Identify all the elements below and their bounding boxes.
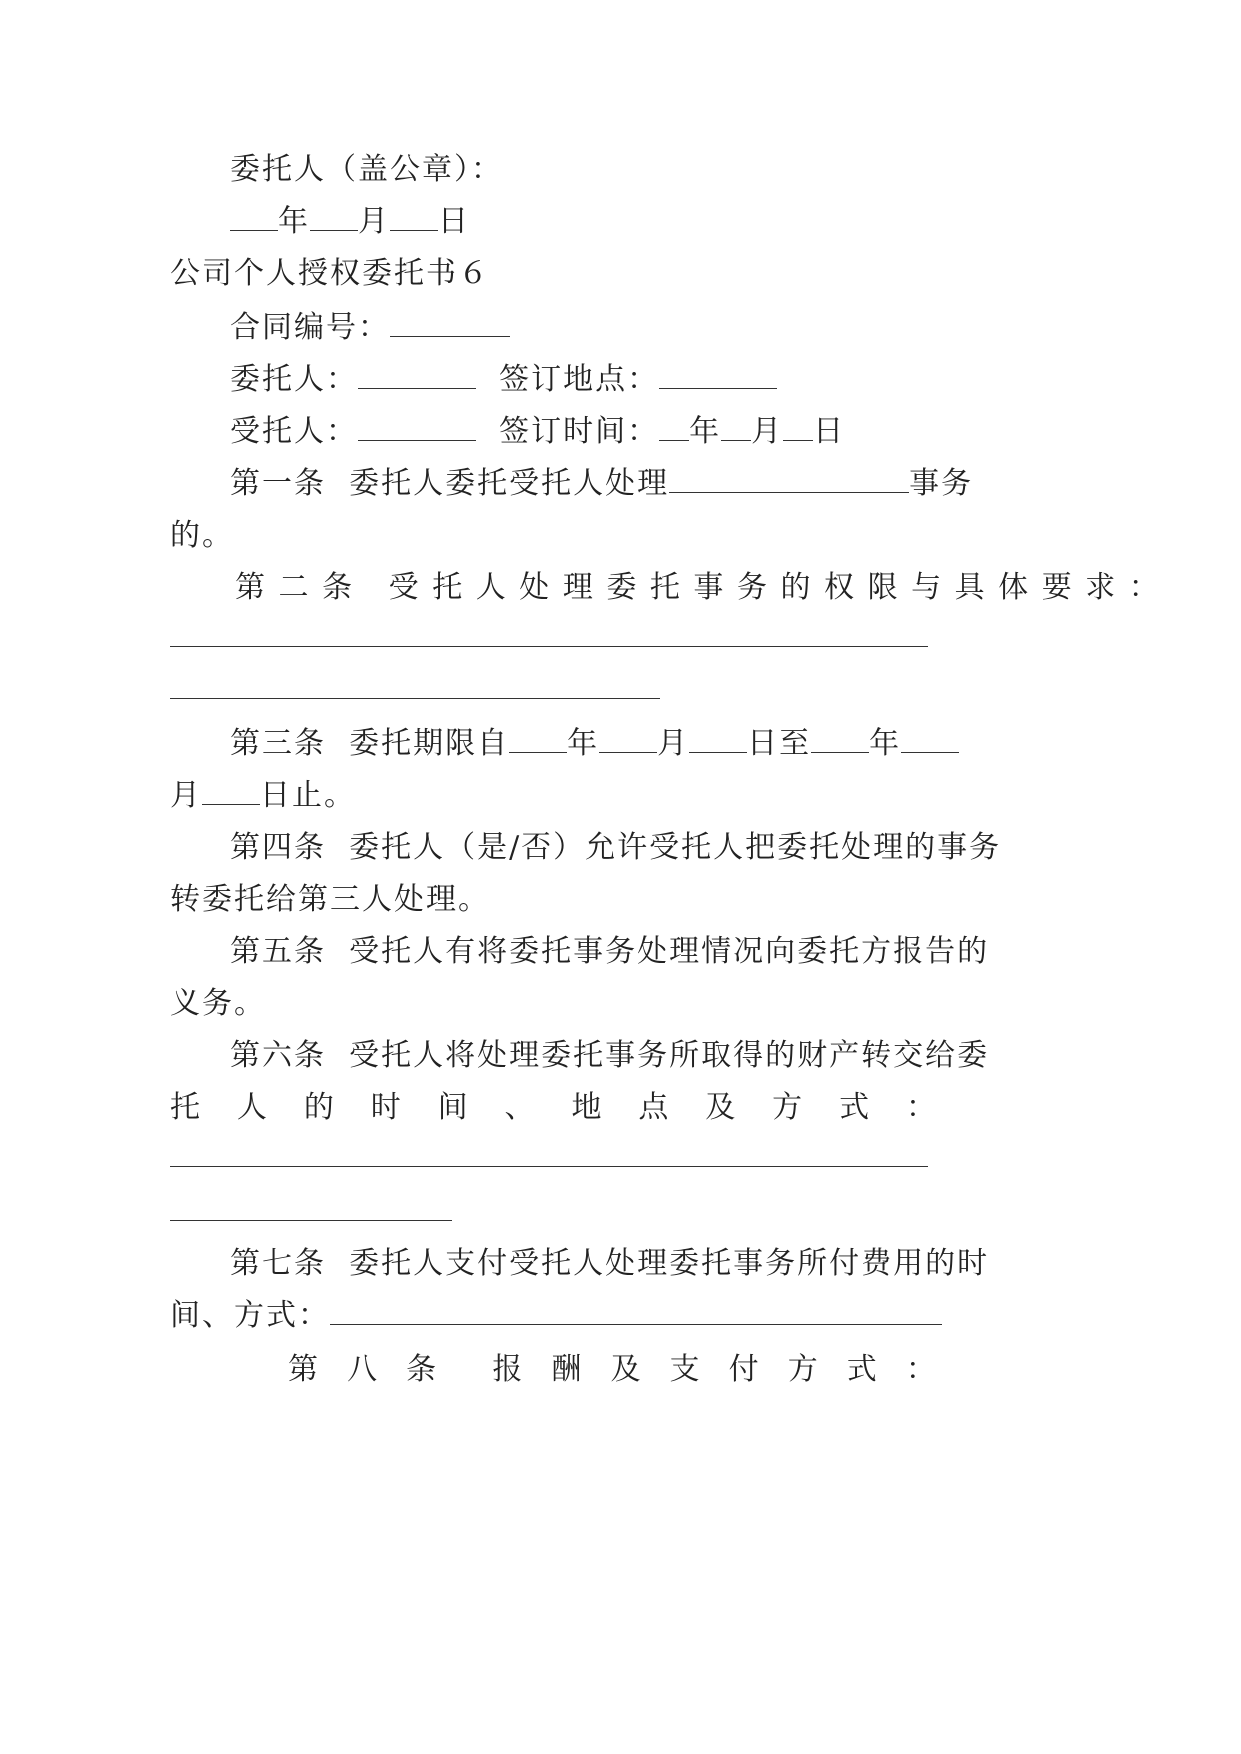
article-5: 第五条 受托人有将委托事务处理情况向委托方报告的 bbox=[230, 934, 990, 969]
sign-place-label: 签订地点： bbox=[499, 362, 660, 397]
contract-number-line bbox=[230, 308, 510, 348]
sign-place-blank bbox=[659, 360, 777, 389]
article-1-blank bbox=[669, 464, 909, 493]
article-4: 第四条 委托人（是/否）允许受托人把委托处理的事务 bbox=[230, 830, 1002, 865]
seal-line: 委托人（盖公章）： bbox=[230, 152, 503, 187]
article-3-end: 月 日止。 bbox=[170, 778, 356, 813]
month-label: 月 bbox=[358, 204, 390, 239]
principal-line bbox=[230, 360, 777, 400]
year-label: 年 bbox=[278, 204, 310, 239]
contract-number-label: 合同编号： bbox=[230, 310, 390, 345]
article-7-blank bbox=[330, 1296, 942, 1325]
article-3: 第三条 委托期限自 年 月 日至 年 bbox=[230, 724, 959, 764]
date-line bbox=[230, 202, 470, 242]
article-6-spread: 托 人 的 时 间 、 地 点 及 方 式 ： bbox=[170, 1090, 938, 1125]
document-title: 公司个人授权委托书６ bbox=[170, 256, 490, 291]
agent-label: 受托人： bbox=[230, 414, 358, 449]
article-1: 第一条 委托人委托受托人处理 事务 bbox=[230, 466, 974, 501]
article-4-end: 转委托给第三人处理。 bbox=[170, 882, 490, 917]
contract-number-blank bbox=[390, 308, 510, 337]
article-2-blank-2 bbox=[170, 698, 660, 699]
article-2-blank-1 bbox=[170, 646, 928, 647]
article-6: 第六条 受托人将处理委托事务所取得的财产转交给委 bbox=[230, 1038, 990, 1073]
article-1-end: 的。 bbox=[170, 518, 234, 553]
article-5-end: 义务。 bbox=[170, 986, 266, 1021]
day-label: 日 bbox=[438, 204, 470, 239]
agent-blank bbox=[358, 412, 476, 441]
article-7: 第七条 委托人支付受托人处理委托事务所付费用的时 bbox=[230, 1246, 990, 1281]
principal-blank bbox=[358, 360, 476, 389]
article-7-end: 间、方式： bbox=[170, 1296, 942, 1336]
sign-time-label: 签订时间： bbox=[499, 414, 660, 449]
article-6-blank-2 bbox=[170, 1220, 452, 1221]
agent-line: 受托人： 签订时间： 年 月 日 bbox=[230, 414, 846, 449]
article-8-spread: 第 八 条 报 酬 及 支 付 方 式 ： bbox=[288, 1352, 938, 1387]
principal-label: 委托人： bbox=[230, 362, 358, 397]
article-2: 第 二 条 受 托 人 处 理 委 托 事 务 的 权 限 与 具 体 要 求 ： bbox=[235, 570, 1161, 605]
article-6-blank-1 bbox=[170, 1166, 928, 1167]
